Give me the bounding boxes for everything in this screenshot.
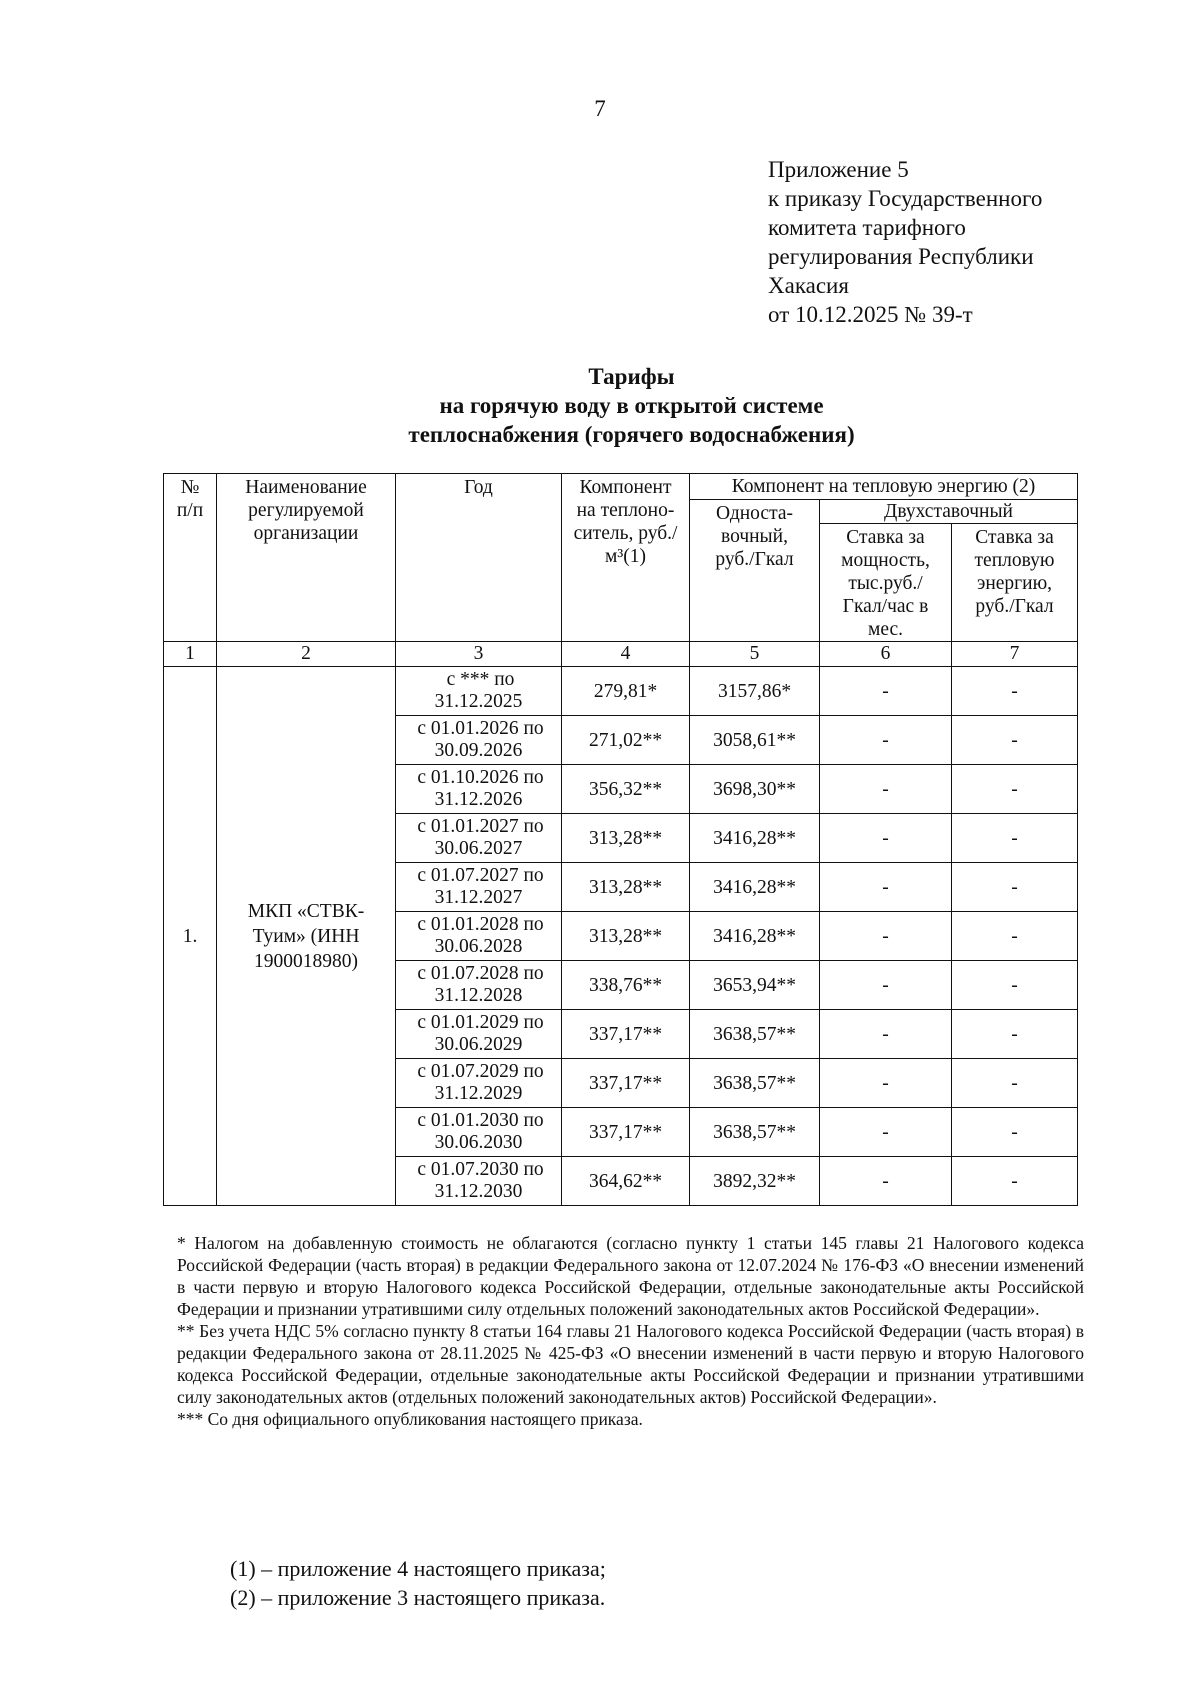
period-cell — [396, 961, 562, 1010]
energy-rate-value: - — [952, 912, 1078, 961]
header-year: Год — [396, 474, 562, 642]
appendix-line: к приказу Государственного — [768, 186, 1043, 211]
capacity-rate-value: - — [820, 716, 952, 765]
carrier-value: 279,81* — [562, 667, 690, 716]
carrier-value: 313,28** — [562, 912, 690, 961]
period-cell — [396, 912, 562, 961]
column-number: 6 — [820, 642, 952, 667]
period-from: с 01.01.2026 по — [417, 718, 544, 739]
energy-rate-value: - — [952, 1059, 1078, 1108]
period-to: 31.12.2030 — [434, 1181, 523, 1202]
carrier-value: 313,28** — [562, 863, 690, 912]
period-cell — [396, 667, 562, 716]
header-energy-rate: Ставка за тепловую энергию, руб./Гкал — [952, 524, 1078, 642]
capacity-rate-value: - — [820, 814, 952, 863]
one-rate-value: 3416,28** — [690, 814, 820, 863]
carrier-value: 271,02** — [562, 716, 690, 765]
period-from: с 01.07.2028 по — [417, 963, 544, 984]
column-number: 5 — [690, 642, 820, 667]
period-from: с 01.10.2026 по — [417, 767, 544, 788]
column-number: 2 — [217, 642, 396, 667]
energy-rate-value: - — [952, 961, 1078, 1010]
period-from: с 01.01.2028 по — [417, 914, 544, 935]
footnote: * Налогом на добавленную стоимость не облагаются (согласно пункту 1 статьи 145 главы 21 Налогового кодекса Российской Федерации (часть вторая) в редакции Федерального закона от 12.07.2024 № 176-ФЗ «О внесении изменений в части первую и вторую Налогового кодекса Российской Федерации, отдельные законодательные акты Российской Федерации и признании утратившими силу отдельных положений законодательных актов Российской Федерации». — [177, 1233, 1084, 1319]
period-to: 30.06.2028 — [434, 936, 523, 957]
energy-rate-value: - — [952, 765, 1078, 814]
table-row — [164, 667, 1078, 716]
document-title — [0, 362, 1200, 449]
appendix-line: регулирования Республики — [768, 244, 1034, 269]
carrier-value: 364,62** — [562, 1157, 690, 1206]
one-rate-value: 3416,28** — [690, 863, 820, 912]
capacity-rate-value: - — [820, 912, 952, 961]
header-one-rate: Односта-вочный, руб./Гкал — [690, 500, 820, 642]
period-cell — [396, 716, 562, 765]
period-to: 31.12.2025 — [434, 691, 523, 712]
energy-rate-value: - — [952, 1157, 1078, 1206]
capacity-rate-value: - — [820, 667, 952, 716]
period-from: с 01.07.2030 по — [417, 1159, 544, 1180]
carrier-value: 337,17** — [562, 1010, 690, 1059]
capacity-rate-value: - — [820, 1059, 952, 1108]
one-rate-value: 3416,28** — [690, 912, 820, 961]
header-energy-group: Компонент на тепловую энергию (2) — [690, 474, 1078, 500]
appendix-line: Приложение 5 — [768, 157, 909, 182]
energy-rate-value: - — [952, 716, 1078, 765]
energy-rate-value: - — [952, 1010, 1078, 1059]
appendix-line: Хакасия — [768, 273, 849, 298]
one-rate-value: 3157,86* — [690, 667, 820, 716]
period-from: с 01.01.2027 по — [417, 816, 544, 837]
period-cell — [396, 1059, 562, 1108]
appendix-note — [768, 155, 1042, 329]
header-index: № п/п — [164, 474, 217, 642]
reference-line: (2) – приложение 3 настоящего приказа. — [230, 1585, 606, 1610]
references — [230, 1554, 606, 1612]
period-to: 30.06.2029 — [434, 1034, 523, 1055]
period-cell — [396, 765, 562, 814]
period-to: 31.12.2029 — [434, 1083, 523, 1104]
capacity-rate-value: - — [820, 961, 952, 1010]
capacity-rate-value: - — [820, 1157, 952, 1206]
period-cell — [396, 814, 562, 863]
column-number-row — [164, 642, 1078, 667]
carrier-value: 337,17** — [562, 1108, 690, 1157]
period-to: 31.12.2027 — [434, 887, 523, 908]
carrier-value: 338,76** — [562, 961, 690, 1010]
column-number: 4 — [562, 642, 690, 667]
reference-line: (1) – приложение 4 настоящего приказа; — [230, 1556, 606, 1581]
energy-rate-value: - — [952, 667, 1078, 716]
appendix-line: от 10.12.2025 № 39-т — [768, 302, 973, 327]
column-number: 3 — [396, 642, 562, 667]
period-to: 30.06.2027 — [434, 838, 523, 859]
energy-rate-value: - — [952, 863, 1078, 912]
appendix-line: комитета тарифного — [768, 215, 966, 240]
carrier-value: 356,32** — [562, 765, 690, 814]
period-to: 31.12.2028 — [434, 985, 523, 1006]
footnote: *** Со дня официального опубликования настоящего приказа. — [177, 1409, 643, 1429]
period-from: с 01.01.2029 по — [417, 1012, 544, 1033]
period-from: с 01.07.2029 по — [417, 1061, 544, 1082]
header-carrier: Компонент на теплоно-ситель, руб./м³(1) — [562, 474, 690, 642]
header-capacity-rate: Ставка за мощность, тыс.руб./ Гкал/час в мес. — [820, 524, 952, 642]
energy-rate-value: - — [952, 814, 1078, 863]
footnotes — [177, 1232, 1084, 1430]
header-organization: Наименование регулируемой организации — [217, 474, 396, 642]
capacity-rate-value: - — [820, 1108, 952, 1157]
one-rate-value: 3653,94** — [690, 961, 820, 1010]
one-rate-value: 3638,57** — [690, 1108, 820, 1157]
period-to: 31.12.2026 — [434, 789, 523, 810]
period-cell — [396, 863, 562, 912]
one-rate-value: 3638,57** — [690, 1059, 820, 1108]
one-rate-value: 3698,30** — [690, 765, 820, 814]
capacity-rate-value: - — [820, 765, 952, 814]
capacity-rate-value: - — [820, 1010, 952, 1059]
title-line: теплоснабжения (горячего водоснабжения) — [408, 422, 855, 447]
tariff-table — [163, 473, 1078, 1206]
capacity-rate-value: - — [820, 863, 952, 912]
period-from: с 01.07.2027 по — [417, 865, 544, 886]
one-rate-value: 3058,61** — [690, 716, 820, 765]
column-number: 1 — [164, 642, 217, 667]
period-from: с 01.01.2030 по — [417, 1110, 544, 1131]
carrier-value: 337,17** — [562, 1059, 690, 1108]
carrier-value: 313,28** — [562, 814, 690, 863]
energy-rate-value: - — [952, 1108, 1078, 1157]
title-line: Тарифы — [588, 364, 675, 389]
one-rate-value: 3892,32** — [690, 1157, 820, 1206]
period-cell — [396, 1010, 562, 1059]
period-from: с *** по — [446, 669, 515, 690]
organization-name: МКП «СТВК-Туим» (ИНН 1900018980) — [217, 667, 396, 1206]
page-number: 7 — [594, 96, 606, 121]
title-line: на горячую воду в открытой системе — [439, 393, 824, 418]
column-number: 7 — [952, 642, 1078, 667]
one-rate-value: 3638,57** — [690, 1010, 820, 1059]
footnote: ** Без учета НДС 5% согласно пункту 8 статьи 164 главы 21 Налогового кодекса Российской Федерации (часть вторая) в редакции Федерального закона от 28.11.2025 № 425-ФЗ «О внесении изменений в части первую и вторую Налогового кодекса Российской Федерации, отдельные законодательные акты Российской Федерации и признании утратившими силу законодательных актов (отдельных положений законодательных актов) Российской Федерации». — [177, 1321, 1084, 1407]
row-index: 1. — [164, 667, 217, 1206]
period-to: 30.06.2030 — [434, 1132, 523, 1153]
period-to: 30.09.2026 — [434, 740, 523, 761]
header-two-rate: Двухставочный — [820, 500, 1078, 524]
period-cell — [396, 1108, 562, 1157]
period-cell — [396, 1157, 562, 1206]
